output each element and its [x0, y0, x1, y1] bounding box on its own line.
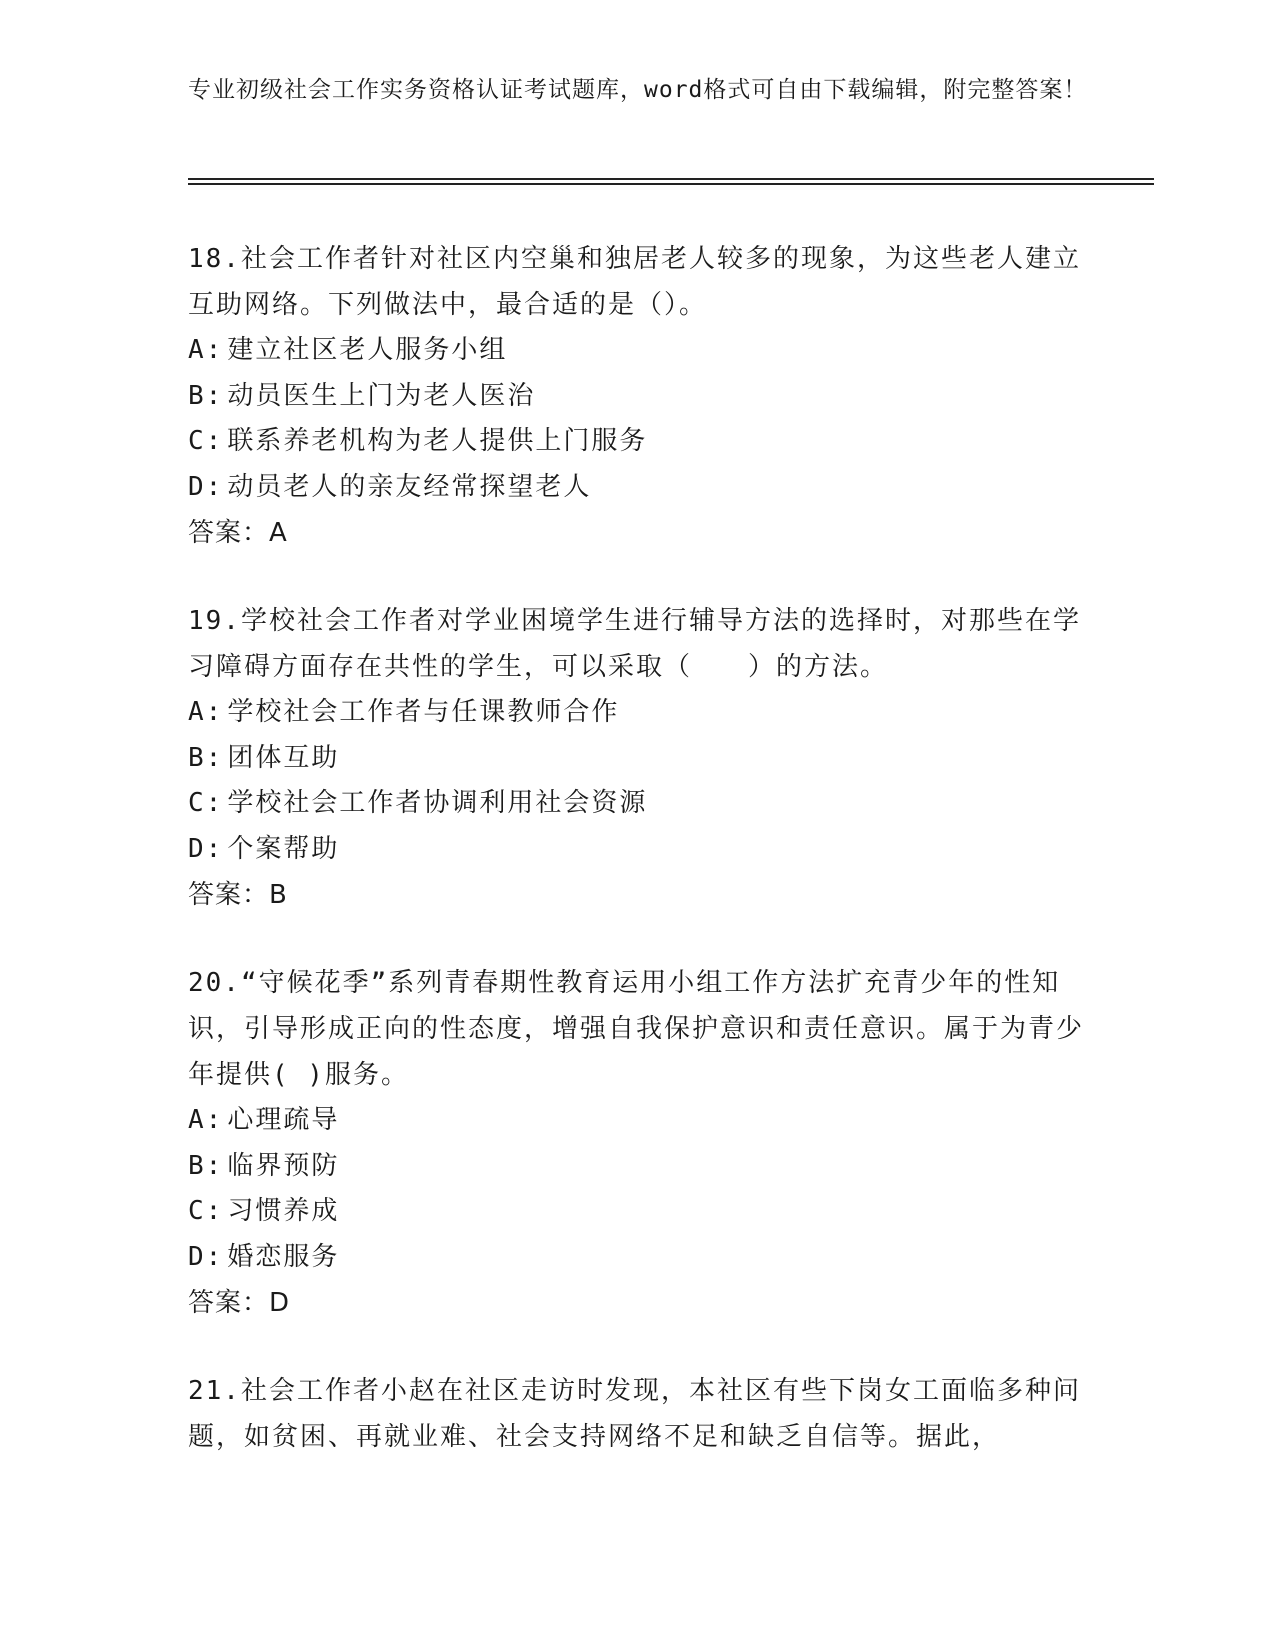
option-c [188, 419, 1088, 465]
answer-line: 答案：D [188, 1288, 291, 1318]
option-d [188, 465, 1088, 511]
option-label: B: [188, 742, 224, 773]
option-b [188, 1144, 1088, 1190]
option-label: C: [188, 426, 224, 456]
option-text: 团体互助 [227, 742, 340, 773]
option-a [188, 328, 1088, 374]
question-list [188, 236, 1088, 1502]
option-text: 临界预防 [227, 1150, 340, 1181]
option-label: B: [188, 380, 224, 411]
option-c [188, 1189, 1088, 1235]
option-text: 学校社会工作者协调利用社会资源 [227, 788, 648, 818]
header-divider-bottom [188, 183, 1154, 185]
option-d [188, 827, 1088, 873]
question-18 [188, 236, 1088, 556]
question-stem: 20.“守候花季”系列青春期性教育运用小组工作方法扩充青少年的性知识，引导形成正向的性态度，增强自我保护意识和责任意识。属于为青少年提供( )服务。 [188, 968, 1085, 1090]
option-label: D: [188, 471, 224, 502]
option-text: 动员医生上门为老人医治 [227, 380, 536, 411]
option-label: C: [188, 1196, 224, 1226]
answer-line: 答案：A [188, 518, 288, 548]
question-19 [188, 598, 1088, 918]
option-text: 习惯养成 [227, 1196, 340, 1226]
option-d [188, 1235, 1088, 1281]
document-header: 专业初级社会工作实务资格认证考试题库，word格式可自由下载编辑，附完整答案！ [188, 77, 1088, 103]
option-label: A: [188, 697, 224, 727]
option-text: 学校社会工作者与任课教师合作 [227, 697, 620, 727]
option-label: B: [188, 1150, 224, 1181]
option-text: 联系养老机构为老人提供上门服务 [227, 426, 648, 456]
option-text: 个案帮助 [227, 833, 340, 864]
question-stem: 18.社会工作者针对社区内空巢和独居老人较多的现象，为这些老人建立互助网络。下列做法中，最合适的是（）。 [188, 244, 1081, 320]
option-text: 婚恋服务 [227, 1241, 340, 1272]
option-label: D: [188, 833, 224, 864]
option-a [188, 690, 1088, 736]
option-label: A: [188, 1105, 224, 1135]
option-a [188, 1098, 1088, 1144]
option-b [188, 374, 1088, 420]
option-label: D: [188, 1241, 224, 1272]
answer-line: 答案：B [188, 880, 288, 910]
option-label: A: [188, 335, 224, 365]
option-text: 心理疏导 [227, 1105, 340, 1135]
question-stem: 21.社会工作者小赵在社区走访时发现，本社区有些下岗女工面临多种问题，如贫困、再就业难、社会支持网络不足和缺乏自信等。据此， [188, 1376, 1081, 1452]
header-divider-top [188, 178, 1154, 180]
option-label: C: [188, 788, 224, 818]
question-20 [188, 960, 1088, 1326]
option-b [188, 736, 1088, 782]
question-stem: 19.学校社会工作者对学业困境学生进行辅导方法的选择时，对那些在学习障碍方面存在共性的学生，可以采取（ ）的方法。 [188, 606, 1081, 682]
option-text: 建立社区老人服务小组 [227, 335, 508, 365]
option-c [188, 781, 1088, 827]
question-21 [188, 1368, 1088, 1460]
option-text: 动员老人的亲友经常探望老人 [227, 471, 592, 502]
